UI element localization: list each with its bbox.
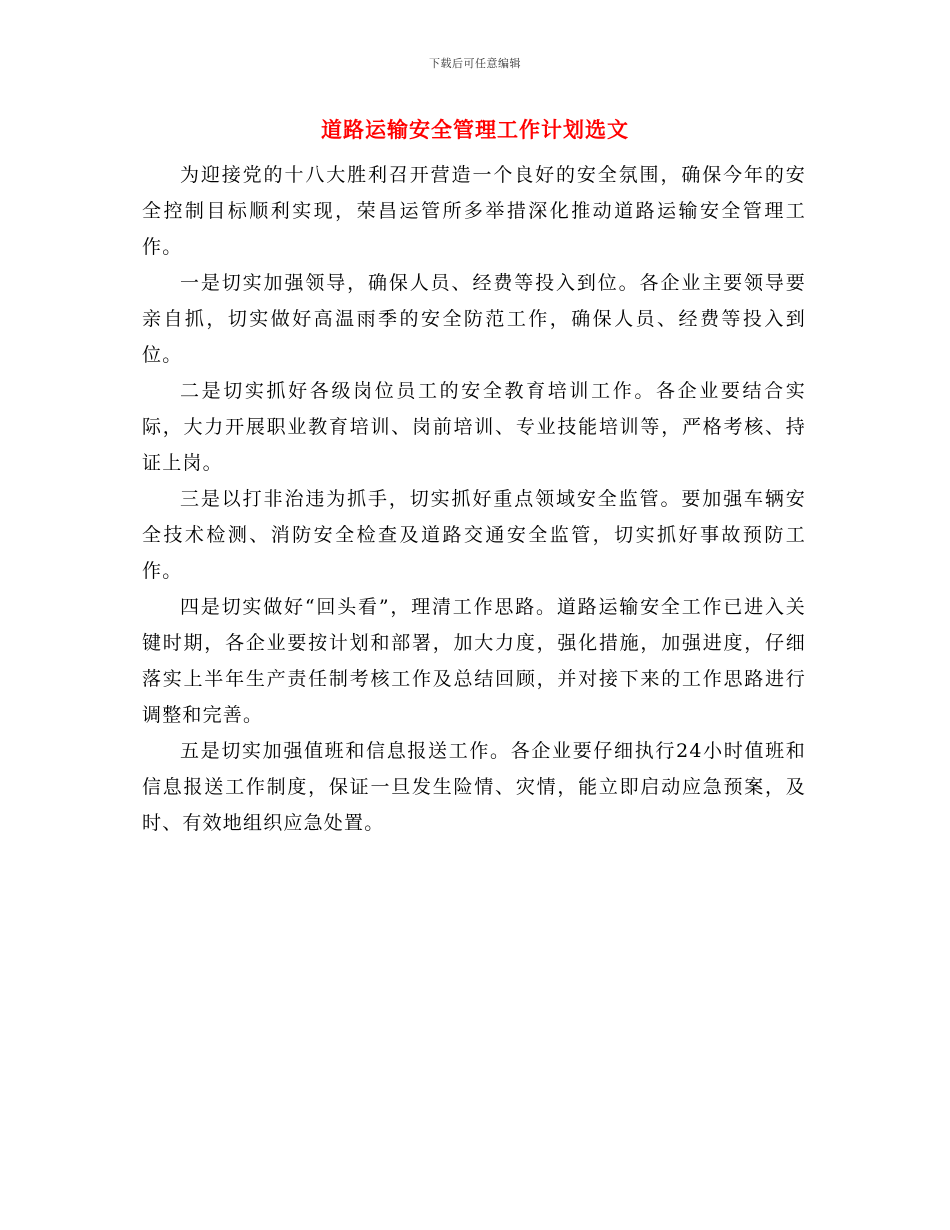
paragraph-intro: 为迎接党的十八大胜利召开营造一个良好的安全氛围，确保今年的安全控制目标顺利实现，荣昌运管所多举措深化推动道路运输安全管理工作。 (142, 164, 806, 258)
paragraph-3: 三是以打非治违为抓手，切实抓好重点领域安全监管。要加强车辆安全技术检测、消防安全检查及道路交通安全监管，切实抓好事故预防工作。 (142, 488, 806, 582)
paragraph-1: 一是切实加强领导，确保人员、经费等投入到位。各企业主要领导要亲自抓，切实做好高温雨季的安全防范工作，确保人员、经费等投入到位。 (142, 272, 806, 366)
document-body (142, 157, 806, 841)
header-note: 下载后可任意编辑 (429, 57, 521, 70)
paragraph-4: 四是切实做好“回头看”，理清工作思路。道路运输安全工作已进入关键时期，各企业要按计划和部署，加大力度，强化措施，加强进度，仔细落实上半年生产责任制考核工作及总结回顾，并对接下来的工作思路进行调整和完善。 (142, 596, 806, 726)
document-title: 道路运输安全管理工作计划选文 (321, 117, 629, 142)
paragraph-2: 二是切实抓好各级岗位员工的安全教育培训工作。各企业要结合实际，大力开展职业教育培训、岗前培训、专业技能培训等，严格考核、持证上岗。 (142, 380, 806, 474)
paragraph-5: 五是切实加强值班和信息报送工作。各企业要仔细执行24小时值班和信息报送工作制度，保证一旦发生险情、灾情，能立即启动应急预案，及时、有效地组织应急处置。 (142, 740, 806, 834)
